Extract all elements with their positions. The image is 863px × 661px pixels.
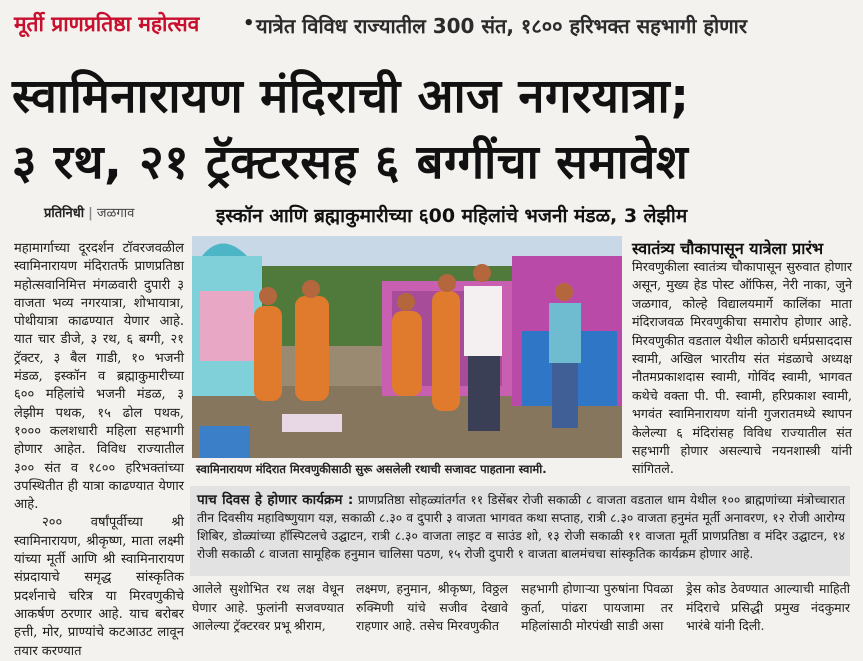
left-column-para-2: २०० वर्षांपूर्वीच्या श्री स्वामिनारायण, श्रीकृष्ण, माता लक्ष्मी यांच्या मूर्ती आणि श्री स्वामिनारायण संप्रदायाचे समृद्ध सांस्कृतिक प्रदर्शनाचे चरित्र या मिरवणुकीचे आकर्षण ठरणार आहे. याच बरोबर हत्ती, मोर, प्राण्यांचे कटआउट लावून तयार करण्यात bbox=[14, 515, 184, 659]
sidebar-heading: स्वातंत्र्य चौकापासून यात्रेला प्रारंभ bbox=[632, 239, 824, 258]
bottom-column-3: सहभागी होणाऱ्या पुरुषांना पिवळा कुर्ता, पांढरा पायजामा तर महिलांसाठी मोरपंखी साडी असा bbox=[521, 581, 673, 633]
byline-name: प्रतिनिधी bbox=[44, 206, 85, 221]
program-box-text: प्राणप्रतिष्ठा सोहळ्यांतर्गत ११ डिसेंबर रोजी सकाळी ८ वाजता वडताल धाम येथील १०० ब्राह्मणांच्या मंत्रोच्चारात तीन दिवसीय महाविष्णुयाग यज्ञ, सकाळी ८.३० व दुपारी ३ वाजता भागवत कथा सप्ताह, रात्री ८.३० वाजता हनुमंत मूर्ती अनावरण, १२ रोजी आरोग्य शिबिर, डोळ्यांच्या हॉस्पिटलचे उद्घाटन, रात्री ८.३० वाजता लाइट व साउंड शो, १३ रोजी सकाळी ११ वाजता मूर्ती प्राणप्रतिष्ठा व मंदिर उद्घाटन, १४ रोजी सकाळी ८ वाजता सामूहिक हनुमान चालिसा पठण, १५ रोजी दुपारी १ वाजता बालमंचचा सांस्कृतिक कार्यक्रम होणार आहे. bbox=[197, 493, 845, 561]
headline-line-2: ३ रथ, २१ ट्रॅक्टरसह ६ बग्गींचा समावेश bbox=[12, 135, 689, 190]
news-photo-illustration bbox=[192, 236, 622, 458]
byline bbox=[44, 203, 134, 221]
byline-location: जळगाव bbox=[96, 206, 135, 221]
photo-caption: स्वामिनारायण मंदिरात मिरवणुकीसाठी सुरू असलेली रथाची सजावट पाहताना स्वामी. bbox=[196, 462, 547, 476]
sidebar-text: मिरवणुकीला स्वातंत्र्य चौकापासून सुरुवात होणार असून, मुख्य हेड पोस्ट ऑफिस, नेरी नाका, जुने जळगाव, कोल्हे विद्यालयमार्गे कालिंका माता मंदिराजवळ मिरवणुकीचा समारोप होणार आहे. मिरवणुकीत वडताल येथील कोठारी धर्मप्रसाददास स्वामी, अखिल भारतीय संत मंडळाचे अध्यक्ष नौतमप्रकाशदास स्वामी, गोविंद स्वामी, भागवत कथेचे वक्ता पी. पी. स्वामी, हरिप्रकाश स्वामी, भगवंत स्वामिनारायण यांनी गुजरातमध्ये स्थापन केलेल्या ६ मंदिरांसह विविध राज्यातील संत सहभागी होणार असल्याचे नयनशास्त्री यांनी सांगितले. bbox=[632, 259, 852, 477]
subheadline: इस्कॉन आणि ब्रह्माकुमारीच्या ६00 महिलांचे भजनी मंडळ, 3 लेझीम bbox=[216, 205, 688, 227]
left-column-para-1: महामार्गाच्या दूरदर्शन टॉवरजवळील स्वामिनारायण मंदिरातर्फे प्राणप्रतिष्ठा महोत्सवानिमित्त मंगळवारी दुपारी ३ वाजता भव्य नगरयात्रा, शोभायात्रा, पोथीयात्रा काढण्यात येणार आहे. यात चार डीजे, ३ रथ, ६ बग्गी, २१ ट्रॅक्टर, ३ बैल गाडी, १० भजनी मंडळ, इस्कॉन व ब्रह्माकुमारीच्या ६०० महिलांचे भजनी मंडळ, ३ लेझीम पथक, १५ ढोल पथक, १००० कलशधारी महिला सहभागी होणार आहेत. विविध राज्यातील ३०० संत व १८०० हरिभक्तांच्या उपस्थितीत ही यात्रा काढण्यात येणार आहे. bbox=[14, 241, 184, 513]
headline-line-1: स्वामिनारायण मंदिराची आज नगरयात्रा; bbox=[12, 69, 690, 124]
left-column bbox=[14, 240, 184, 661]
bottom-column-4: ड्रेस कोड ठेवण्यात आल्याची माहिती मंदिराचे प्रसिद्धी प्रमुख नंदकुमार भारंबे यांनी दिली. bbox=[686, 581, 850, 633]
bottom-column-2: लक्ष्मण, हनुमान, श्रीकृष्ण, विठ्ठल रुक्मिणी यांचे सजीव देखावे राहणार आहे. तसेच मिरवणुकीत bbox=[356, 581, 508, 633]
kicker-label: मूर्ती प्राणप्रतिष्ठा महोत्सव bbox=[14, 12, 200, 36]
byline-separator: | bbox=[88, 206, 93, 221]
bottom-column-1: आलेले सुशोभित रथ लक्ष वेधून घेणार आहे. फुलांनी सजवण्यात आलेल्या ट्रॅक्टरवर प्रभू श्रीराम, bbox=[192, 581, 344, 633]
program-box-content bbox=[197, 491, 845, 563]
news-photo bbox=[192, 236, 622, 458]
program-box-heading: पाच दिवस हे होणार कार्यक्रम : bbox=[197, 492, 354, 508]
kicker-bullet: • bbox=[243, 13, 255, 34]
kicker-text: यात्रेत विविध राज्यातील 300 संत, १८०० हरिभक्त सहभागी होणार bbox=[256, 14, 748, 38]
